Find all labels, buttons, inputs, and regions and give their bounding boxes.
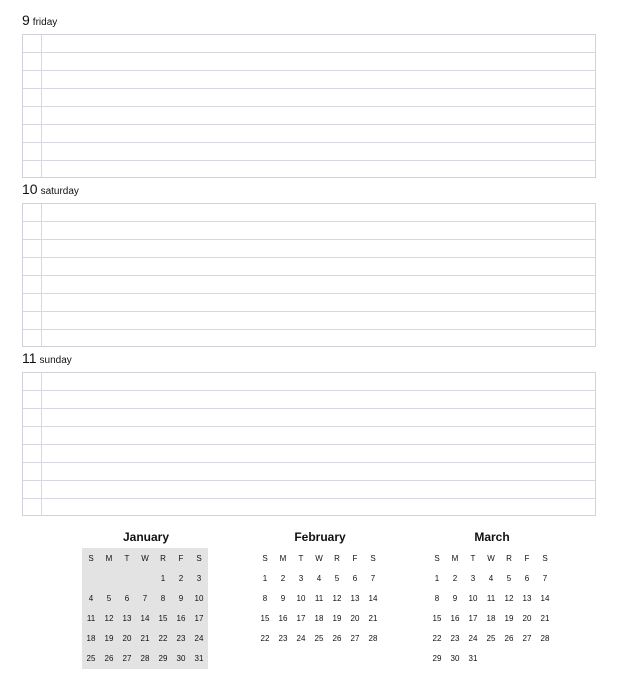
- calendar-day[interactable]: 1: [160, 574, 166, 583]
- calendar-day[interactable]: 19: [332, 614, 342, 623]
- calendar-empty-cell: [518, 649, 536, 669]
- calendar-day[interactable]: 17: [468, 614, 478, 623]
- calendar-empty-cell: [100, 569, 118, 589]
- notes-area-day-3[interactable]: [22, 372, 596, 516]
- notes-area-day-1[interactable]: [22, 34, 596, 178]
- weekday-header: S: [196, 554, 202, 563]
- calendar-day[interactable]: 4: [88, 594, 94, 603]
- mini-calendar-month-2: [256, 528, 384, 649]
- calendar-day[interactable]: 19: [504, 614, 514, 623]
- weekday-header: M: [279, 554, 287, 563]
- calendar-day[interactable]: 28: [540, 634, 550, 643]
- calendar-day[interactable]: 27: [122, 654, 132, 663]
- calendar-day[interactable]: 12: [504, 594, 514, 603]
- calendar-day[interactable]: 21: [540, 614, 550, 623]
- calendar-day[interactable]: 3: [470, 574, 476, 583]
- day-header: [22, 350, 72, 368]
- month-grid: [256, 548, 382, 649]
- calendar-day[interactable]: 29: [432, 654, 442, 663]
- calendar-day[interactable]: 30: [176, 654, 186, 663]
- weekday-header: S: [370, 554, 376, 563]
- calendar-day[interactable]: 5: [506, 574, 512, 583]
- calendar-day[interactable]: 11: [314, 594, 324, 603]
- calendar-empty-cell: [500, 649, 518, 669]
- calendar-day[interactable]: 8: [262, 594, 268, 603]
- calendar-day[interactable]: 30: [450, 654, 460, 663]
- calendar-day[interactable]: 8: [160, 594, 166, 603]
- calendar-day[interactable]: 4: [488, 574, 494, 583]
- calendar-day[interactable]: 9: [178, 594, 184, 603]
- weekday-header: S: [262, 554, 268, 563]
- calendar-day[interactable]: 26: [504, 634, 514, 643]
- weekday-header: S: [434, 554, 440, 563]
- calendar-day[interactable]: 18: [486, 614, 496, 623]
- calendar-day[interactable]: 16: [450, 614, 460, 623]
- calendar-day[interactable]: 16: [278, 614, 288, 623]
- calendar-day[interactable]: 20: [122, 634, 132, 643]
- calendar-day[interactable]: 17: [296, 614, 306, 623]
- calendar-day[interactable]: 21: [368, 614, 378, 623]
- calendar-day[interactable]: 17: [194, 614, 204, 623]
- margin-line: [41, 204, 42, 346]
- calendar-day[interactable]: 31: [194, 654, 204, 663]
- weekday-header: W: [315, 554, 323, 563]
- calendar-day[interactable]: 3: [298, 574, 304, 583]
- calendar-day[interactable]: 24: [296, 634, 306, 643]
- calendar-day[interactable]: 26: [104, 654, 114, 663]
- calendar-day[interactable]: 21: [140, 634, 150, 643]
- month-grid: [428, 548, 554, 669]
- calendar-day[interactable]: 2: [280, 574, 286, 583]
- calendar-day[interactable]: 25: [314, 634, 324, 643]
- notes-area-day-2[interactable]: [22, 203, 596, 347]
- weekday-header: R: [334, 554, 340, 563]
- weekday-header: T: [298, 554, 304, 563]
- calendar-empty-cell: [136, 569, 154, 589]
- calendar-day[interactable]: 11: [486, 594, 496, 603]
- calendar-day[interactable]: 1: [434, 574, 440, 583]
- calendar-day[interactable]: 14: [140, 614, 150, 623]
- calendar-day[interactable]: 19: [104, 634, 114, 643]
- calendar-day[interactable]: 10: [194, 594, 204, 603]
- calendar-day[interactable]: 9: [452, 594, 458, 603]
- weekday-header: R: [506, 554, 512, 563]
- calendar-day[interactable]: 2: [178, 574, 184, 583]
- calendar-day[interactable]: 16: [176, 614, 186, 623]
- calendar-day[interactable]: 5: [106, 594, 112, 603]
- calendar-day[interactable]: 18: [86, 634, 96, 643]
- calendar-day[interactable]: 14: [368, 594, 378, 603]
- calendar-day[interactable]: 20: [350, 614, 360, 623]
- weekday-header: T: [470, 554, 476, 563]
- calendar-empty-cell: [536, 649, 554, 669]
- day-name: friday: [32, 17, 58, 28]
- month-title: February: [294, 530, 346, 544]
- day-number: 11: [22, 350, 37, 366]
- calendar-day[interactable]: 10: [468, 594, 478, 603]
- calendar-day[interactable]: 15: [158, 614, 168, 623]
- calendar-day[interactable]: 9: [280, 594, 286, 603]
- day-number: 10: [22, 181, 38, 197]
- calendar-day[interactable]: 12: [104, 614, 114, 623]
- calendar-empty-cell: [82, 569, 100, 589]
- calendar-day[interactable]: 23: [278, 634, 288, 643]
- margin-line: [41, 35, 42, 177]
- margin-line: [41, 373, 42, 515]
- calendar-day[interactable]: 23: [176, 634, 186, 643]
- calendar-day[interactable]: 13: [350, 594, 360, 603]
- month-grid: [82, 548, 208, 669]
- mini-calendar-month-3: [428, 528, 556, 669]
- calendar-day[interactable]: 7: [142, 594, 148, 603]
- day-header: [22, 181, 79, 199]
- calendar-day[interactable]: 6: [524, 574, 530, 583]
- mini-calendar-month-1: [82, 528, 210, 669]
- calendar-day[interactable]: 24: [194, 634, 204, 643]
- calendar-day[interactable]: 1: [262, 574, 268, 583]
- calendar-day[interactable]: 6: [352, 574, 358, 583]
- calendar-day[interactable]: 23: [450, 634, 460, 643]
- calendar-day[interactable]: 27: [350, 634, 360, 643]
- calendar-day[interactable]: 3: [196, 574, 202, 583]
- weekday-header: F: [352, 554, 358, 563]
- calendar-day[interactable]: 7: [542, 574, 548, 583]
- calendar-day[interactable]: 11: [86, 614, 96, 623]
- calendar-day[interactable]: 20: [522, 614, 532, 623]
- calendar-day[interactable]: 18: [314, 614, 324, 623]
- weekday-header: W: [141, 554, 149, 563]
- weekday-header: M: [105, 554, 113, 563]
- calendar-day[interactable]: 27: [522, 634, 532, 643]
- calendar-day[interactable]: 15: [432, 614, 442, 623]
- calendar-day[interactable]: 13: [522, 594, 532, 603]
- calendar-day[interactable]: 29: [158, 654, 168, 663]
- day-name: saturday: [40, 186, 79, 197]
- calendar-day[interactable]: 14: [540, 594, 550, 603]
- calendar-empty-cell: [118, 569, 136, 589]
- calendar-empty-cell: [482, 649, 500, 669]
- day-number: 9: [22, 12, 30, 28]
- weekday-header: R: [160, 554, 166, 563]
- calendar-day[interactable]: 2: [452, 574, 458, 583]
- day-header: [22, 12, 57, 30]
- month-title: January: [122, 530, 170, 544]
- weekday-header: T: [124, 554, 130, 563]
- weekday-header: S: [542, 554, 548, 563]
- weekday-header: S: [88, 554, 94, 563]
- calendar-day[interactable]: 22: [158, 634, 168, 643]
- calendar-day[interactable]: 22: [260, 634, 270, 643]
- weekday-header: M: [451, 554, 459, 563]
- calendar-day[interactable]: 10: [296, 594, 306, 603]
- weekday-header: F: [178, 554, 184, 563]
- calendar-day[interactable]: 15: [260, 614, 270, 623]
- calendar-day[interactable]: 8: [434, 594, 440, 603]
- calendar-day[interactable]: 28: [368, 634, 378, 643]
- calendar-day[interactable]: 6: [124, 594, 130, 603]
- calendar-day[interactable]: 25: [86, 654, 96, 663]
- calendar-day[interactable]: 5: [334, 574, 340, 583]
- calendar-day[interactable]: 31: [468, 654, 478, 663]
- calendar-day[interactable]: 25: [486, 634, 496, 643]
- calendar-day[interactable]: 28: [140, 654, 150, 663]
- calendar-day[interactable]: 7: [370, 574, 376, 583]
- calendar-day[interactable]: 13: [122, 614, 132, 623]
- calendar-day[interactable]: 12: [332, 594, 342, 603]
- weekday-header: W: [487, 554, 495, 563]
- calendar-day[interactable]: 4: [316, 574, 322, 583]
- calendar-day[interactable]: 22: [432, 634, 442, 643]
- calendar-day[interactable]: 24: [468, 634, 478, 643]
- day-name: sunday: [39, 355, 72, 366]
- weekday-header: F: [524, 554, 530, 563]
- calendar-day[interactable]: 26: [332, 634, 342, 643]
- month-title: March: [474, 530, 510, 544]
